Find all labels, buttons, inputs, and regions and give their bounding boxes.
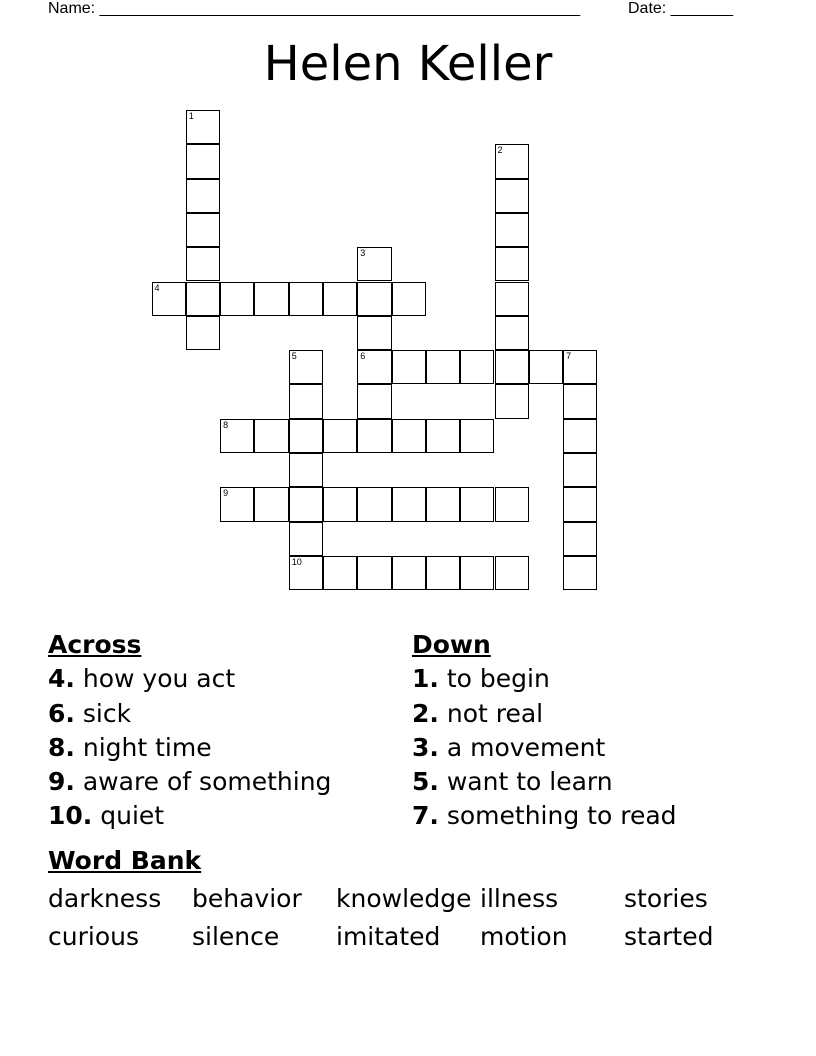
grid-cell[interactable] (426, 350, 460, 384)
grid-cell[interactable] (220, 419, 254, 453)
word-bank-item: curious (48, 922, 139, 951)
grid-cell[interactable] (323, 282, 357, 316)
down-clue: 2. not real (412, 698, 544, 728)
grid-cell[interactable] (186, 316, 220, 350)
clue-number: 1 (188, 111, 194, 121)
grid-cell[interactable] (495, 213, 529, 247)
down-clue: 3. a movement (412, 732, 606, 762)
across-clue: 4. how you act (48, 664, 236, 694)
grid-cell[interactable] (563, 384, 597, 418)
grid-cell[interactable] (254, 487, 288, 521)
word-bank-item: stories (624, 884, 708, 913)
grid-cell[interactable] (357, 282, 391, 316)
clue-number: 8 (223, 419, 229, 430)
grid-cell[interactable] (289, 556, 323, 590)
clue-number: 10 (291, 556, 302, 567)
grid-cell[interactable] (460, 419, 494, 453)
grid-cell[interactable] (563, 522, 597, 556)
grid-cell[interactable] (186, 213, 220, 247)
grid-cell[interactable] (323, 556, 357, 590)
grid-cell[interactable] (186, 179, 220, 213)
grid-cell[interactable] (563, 556, 597, 590)
across-clue: 10. quiet (48, 801, 165, 831)
grid-cell[interactable] (392, 556, 426, 590)
grid-cell[interactable] (563, 487, 597, 521)
grid-cell[interactable] (289, 453, 323, 487)
date-field[interactable]: Date: _______ (628, 0, 733, 17)
word-bank-item: motion (480, 922, 568, 951)
down-clues (412, 628, 772, 834)
grid-cell[interactable] (495, 247, 529, 281)
grid-cell[interactable] (495, 556, 529, 590)
clue-number: 4 (154, 282, 160, 293)
grid-cell[interactable] (357, 487, 391, 521)
grid-cell[interactable] (426, 487, 460, 521)
down-clue: 1. to begin (412, 664, 550, 694)
clue-number: 9 (223, 488, 229, 499)
grid-cell[interactable] (357, 556, 391, 590)
word-bank-item: darkness (48, 884, 162, 913)
grid-cell[interactable] (357, 350, 391, 384)
word-bank-item: started (624, 922, 714, 951)
grid-cell[interactable] (186, 247, 220, 281)
grid-cell[interactable] (186, 144, 220, 178)
grid-cell[interactable] (392, 419, 426, 453)
grid-cell[interactable] (460, 556, 494, 590)
clue-number: 5 (291, 351, 297, 362)
grid-cell[interactable] (563, 419, 597, 453)
grid-cell[interactable] (460, 487, 494, 521)
grid-cell[interactable] (289, 522, 323, 556)
grid-cell[interactable] (186, 110, 220, 144)
grid-cell[interactable] (495, 282, 529, 316)
clue-number: 6 (360, 351, 366, 362)
grid-cell[interactable] (563, 350, 597, 384)
grid-cell[interactable] (289, 419, 323, 453)
down-clue: 5. want to learn (412, 767, 613, 797)
grid-cell[interactable] (289, 350, 323, 384)
grid-cell[interactable] (529, 350, 563, 384)
grid-cell[interactable] (323, 419, 357, 453)
grid-cell[interactable] (357, 316, 391, 350)
grid-cell[interactable] (289, 384, 323, 418)
name-field[interactable]: Name: ______________________________________________________ (48, 0, 581, 17)
word-bank-heading: Word Bank (48, 846, 202, 875)
clue-number: 7 (566, 351, 572, 362)
word-bank-item: behavior (192, 884, 302, 913)
grid-cell[interactable] (426, 556, 460, 590)
word-bank (48, 880, 768, 956)
grid-cell[interactable] (289, 487, 323, 521)
grid-cell[interactable] (495, 350, 529, 384)
word-bank-item: imitated (336, 922, 441, 951)
grid-cell[interactable] (357, 247, 391, 281)
grid-cell[interactable] (289, 282, 323, 316)
grid-cell[interactable] (254, 419, 288, 453)
grid-cell[interactable] (152, 282, 186, 316)
across-clue: 9. aware of something (48, 767, 332, 797)
grid-cell[interactable] (563, 453, 597, 487)
grid-cell[interactable] (495, 179, 529, 213)
grid-cell[interactable] (460, 350, 494, 384)
grid-cell[interactable] (220, 282, 254, 316)
grid-cell[interactable] (323, 487, 357, 521)
word-bank-item: knowledge (336, 884, 472, 913)
across-clue: 8. night time (48, 732, 212, 762)
clue-number: 3 (360, 248, 366, 259)
word-bank-item: silence (192, 922, 280, 951)
across-heading: Across (48, 630, 142, 659)
down-heading: Down (412, 630, 491, 659)
grid-cell[interactable] (357, 419, 391, 453)
grid-cell[interactable] (495, 487, 529, 521)
grid-cell[interactable] (495, 144, 529, 178)
grid-cell[interactable] (392, 487, 426, 521)
grid-cell[interactable] (392, 350, 426, 384)
grid-cell[interactable] (357, 384, 391, 418)
grid-cell[interactable] (495, 316, 529, 350)
grid-cell[interactable] (426, 419, 460, 453)
down-clue: 7. something to read (412, 801, 677, 831)
clue-number: 2 (497, 145, 503, 156)
grid-cell[interactable] (392, 282, 426, 316)
grid-cell[interactable] (186, 282, 220, 316)
grid-cell[interactable] (254, 282, 288, 316)
across-clue: 6. sick (48, 698, 132, 728)
puzzle-title: Helen Keller (263, 36, 553, 92)
across-clues (48, 628, 388, 834)
grid-cell[interactable] (495, 384, 529, 418)
word-bank-item: illness (480, 884, 559, 913)
grid-cell[interactable] (220, 487, 254, 521)
